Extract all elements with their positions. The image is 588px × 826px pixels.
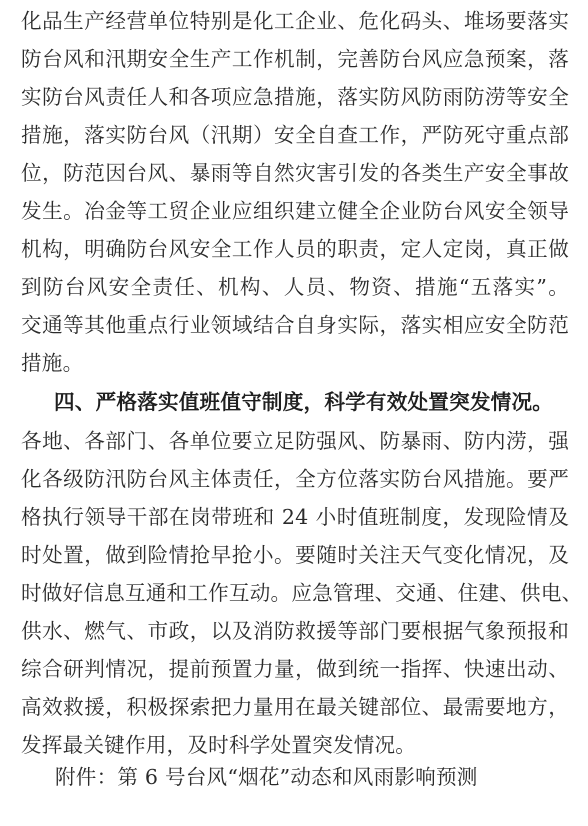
paragraph-line: 防台风和汛期安全生产工作机制，完善防台风应急预案，落 <box>21 47 569 71</box>
paragraph-line: 供水、燃气、市政，以及消防救援等部门要根据气象预报和 <box>21 619 569 643</box>
paragraph-line: 交通等其他重点行业领域结合自身实际，落实相应安全防范 <box>21 313 569 337</box>
paragraph-line: 到防台风安全责任、机构、人员、物资、措施“五落实”。 <box>21 275 569 299</box>
paragraph-line: 时做好信息互通和工作互动。应急管理、交通、住建、供电、 <box>21 581 583 605</box>
paragraph-line: 措施。 <box>21 351 84 375</box>
paragraph-line: 时处置，做到险情抢早抢小。要随时关注天气变化情况，及 <box>21 543 569 567</box>
paragraph-line: 机构，明确防台风安全工作人员的职责，定人定岗，真正做 <box>21 237 569 261</box>
paragraph-line: 高效救援，积极探索把力量用在最关键部位、最需要地方， <box>21 695 569 719</box>
section-heading: 四、严格落实值班值守制度，科学有效处置突发情况。 <box>54 390 554 414</box>
paragraph-line: 位，防范因台风、暴雨等自然灾害引发的各类生产安全事故 <box>21 161 569 185</box>
paragraph-line: 发生。冶金等工贸企业应组织建立健全企业防台风安全领导 <box>21 199 569 223</box>
paragraph-line: 发挥最关键作用，及时科学处置突发情况。 <box>21 733 417 757</box>
paragraph-line: 化各级防汛防台风主体责任，全方位落实防台风措施。要严 <box>21 467 569 491</box>
paragraph-line: 格执行领导干部在岗带班和 24 小时值班制度，发现险情及 <box>21 505 569 529</box>
attachment-note: 附件：第 6 号台风“烟花”动态和风雨影响预测 <box>55 765 478 789</box>
paragraph-line: 实防台风责任人和各项应急措施，落实防风防雨防涝等安全 <box>21 85 569 109</box>
paragraph-line: 措施，落实防台风（汛期）安全自查工作，严防死守重点部 <box>21 123 569 147</box>
paragraph-line: 化品生产经营单位特别是化工企业、危化码头、堆场要落实 <box>21 9 569 33</box>
paragraph-line: 综合研判情况，提前预置力量，做到统一指挥、快速出动、 <box>21 657 569 681</box>
paragraph-line: 各地、各部门、各单位要立足防强风、防暴雨、防内涝，强 <box>21 429 569 453</box>
